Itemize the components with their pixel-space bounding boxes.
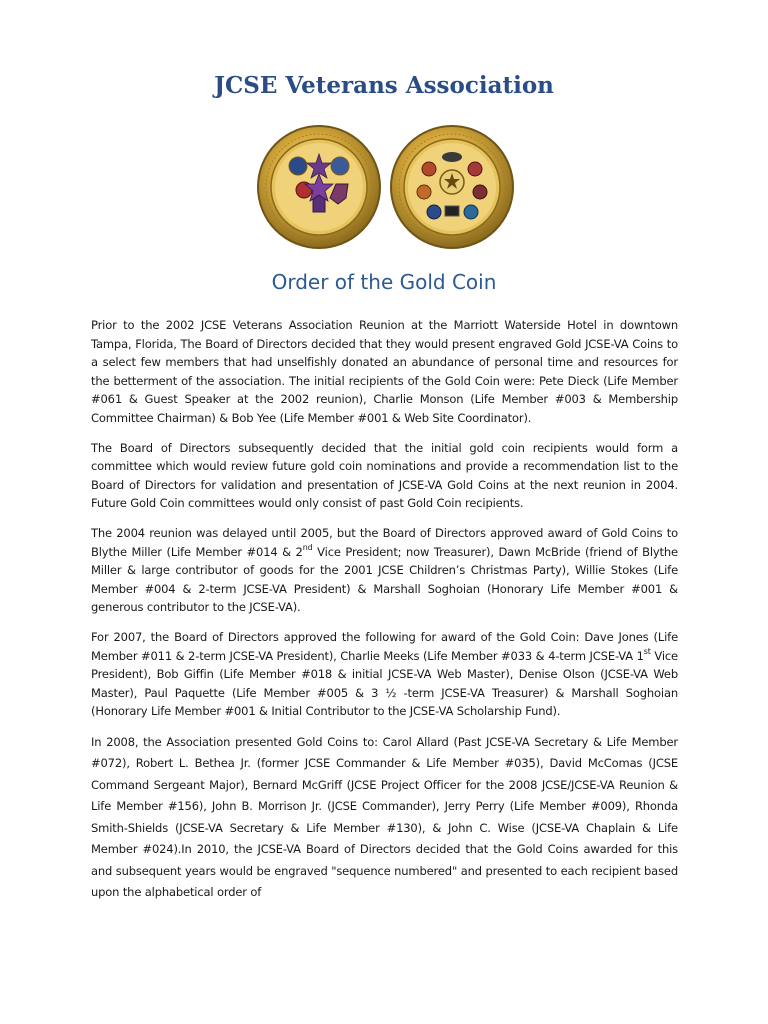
paragraph-4-part-1: For 2007, the Board of Directors approved the following for award of the Gold Coin: Dave Jones (Life Member #011 & 2-term JCSE-VA President), Charlie Meeks (Life Member #033 & 4-term JCSE-VA 1	[91, 629, 678, 663]
paragraph-2: The Board of Directors subsequently decided that the initial gold coin recipients would form a committee which would review future gold coin nominations and provide a recommendation list to the Board of Directors for validation and presentation of JCSE-VA Gold Coins at the next reunion in 2004. Future Gold Coin committees would only consist of past Gold Coin recipients.	[91, 440, 678, 511]
coin-back-image	[389, 124, 515, 250]
paragraph-4	[91, 628, 678, 721]
paragraph-5: In 2008, the Association presented Gold Coins to: Carol Allard (Past JCSE-VA Secretary & Life Member #072), Robert L. Bethea Jr. (former JCSE Commander & Life Member #035), David McComas (JCSE Command Sergeant Major), Bernard McGriff (JCSE Project Officer for the 2008 JCSE/JCSE-VA Reunion & Life Member #156), John B. Morrison Jr. (JCSE Commander), Jerry Perry (Life Member #009), Rhonda Smith-Shields (JCSE-VA Secretary & Life Member #130), & John C. Wise (JCSE-VA Chaplain & Life Member #024).In 2010, the JCSE-VA Board of Directors decided that the Gold Coins awarded for this and subsequent years would be engraved "sequence numbered" and presented to each recipient based upon the alphabetical order of	[91, 734, 678, 900]
paragraph-3-part-1: The 2004 reunion was delayed until 2005, but the Board of Directors approved award of Gold Coins to Blythe Miller (Life Member #014 & 2	[91, 525, 678, 559]
paragraph-4-superscript: st	[643, 646, 651, 656]
paragraph-3-part-2: Vice President; now Treasurer), Dawn McBride (friend of Blythe Miller & large contributor of goods for the 2001 JCSE Children’s Christmas Party), Willie Stokes (Life Member #004 & 2-term JCSE-VA President) & Marshall Soghoian (Honorary Life Member #001 & generous contributor to the JCSE-VA).	[91, 544, 678, 615]
paragraph-1: Prior to the 2002 JCSE Veterans Association Reunion at the Marriott Waterside Hotel in downtown Tampa, Florida, The Board of Directors decided that they would present engraved Gold JCSE-VA Coins to a select few members that had unselfishly donated an abundance of personal time and resources for the betterment of the association. The initial recipients of the Gold Coin were: Pete Dieck (Life Member #061 & Guest Speaker at the 2002 reunion), Charlie Monson (Life Member #003 & Membership Committee Chairman) & Bob Yee (Life Member #001 & Web Site Coordinator).	[91, 318, 678, 425]
coin-front-image	[256, 124, 382, 250]
page-subtitle: Order of the Gold Coin	[271, 270, 497, 294]
paragraph-4-part-2: Vice President), Bob Giffin (Life Member #018 & initial JCSE-VA Web Master), Denise Olson (JCSE-VA Web Master), Paul Paquette (Life Member #005 & 3 ½ -term JCSE-VA Treasurer) & Marshall Soghoian (Honorary Life Member #001 & Initial Contributor to the JCSE-VA Scholarship Fund).	[91, 648, 678, 719]
coin-images	[0, 124, 768, 249]
body-text	[91, 316, 678, 915]
paragraph-3-superscript: nd	[302, 542, 313, 552]
paragraph-3	[91, 524, 678, 617]
page-title: JCSE Veterans Association	[214, 72, 554, 99]
